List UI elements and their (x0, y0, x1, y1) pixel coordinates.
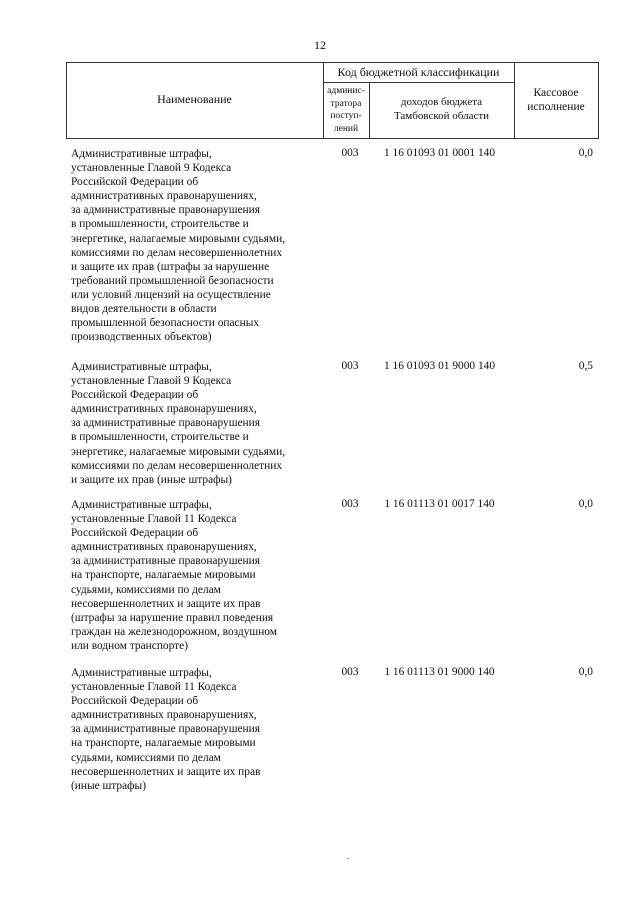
scan-speck (347, 858, 349, 859)
row-admin-code: 003 (341, 147, 359, 159)
header-kbk-group: Код бюджетной классификации (337, 65, 500, 79)
row-admin-code: 003 (341, 360, 359, 372)
header-name: Наименование (157, 92, 232, 106)
row-admin-code: 003 (341, 498, 359, 510)
row-amount: 0,5 (578, 360, 593, 372)
row-kbk-code: 1 16 01093 01 0001 140 (383, 147, 496, 159)
header-bottom-border (66, 138, 599, 139)
row-name: Административные штрафы, установленные Главой 9 Кодекса Российской Федерации об административных правонарушениях, за административные правонарушения в промышленности, строительстве и энергетике, налагаемые мировыми судьями, комиссиями по делам несовершеннолетних и защите их прав (штрафы за нарушение требований промышленной безопасности или условий лицензий на осуществление видов деятельности в области промышленной безопасности опасных производственных объектов) (71, 148, 286, 344)
row-admin-code: 003 (341, 666, 359, 678)
row-name: Административные штрафы, установленные Главой 11 Кодекса Российской Федерации об административных правонарушениях, за административные правонарушения на транспорте, налагаемые мировыми судьями, комиссиями по делам несовершеннолетних и защите их прав (штрафы за нарушение правил поведения граждан на железнодорожном, воздушном или водном транспорте) (71, 499, 277, 652)
row-amount: 0,0 (578, 666, 593, 678)
row-kbk-code: 1 16 01113 01 9000 140 (384, 666, 495, 678)
row-kbk-code: 1 16 01093 01 9000 140 (383, 360, 496, 372)
header-income: доходов бюджета Тамбовской области (393, 96, 490, 122)
header-right-border (598, 62, 599, 139)
page-number: 12 (314, 38, 326, 52)
header-execution: Кассовое исполнение (527, 87, 585, 113)
row-amount: 0,0 (578, 498, 593, 510)
header-admin: админис- тратора поступ- лений (327, 86, 365, 134)
row-name: Административные штрафы, установленные Главой 11 Кодекса Российской Федерации об административных правонарушениях, за административные правонарушения на транспорте, налагаемые мировыми судьями, комиссиями по делам несовершеннолетних и защите их прав (иные штрафы) (71, 667, 261, 792)
kbk-group-underline (323, 82, 514, 83)
header-top-border (66, 62, 599, 63)
table-header (66, 62, 599, 140)
row-kbk-code: 1 16 01113 01 0017 140 (384, 498, 495, 510)
row-amount: 0,0 (578, 147, 593, 159)
row-name: Административные штрафы, установленные Главой 9 Кодекса Российской Федерации об административных правонарушениях, за административные правонарушения в промышленности, строительстве и энергетике, налагаемые мировыми судьями, комиссиями по делам несовершеннолетних и защите их прав (иные штрафы) (71, 361, 286, 486)
